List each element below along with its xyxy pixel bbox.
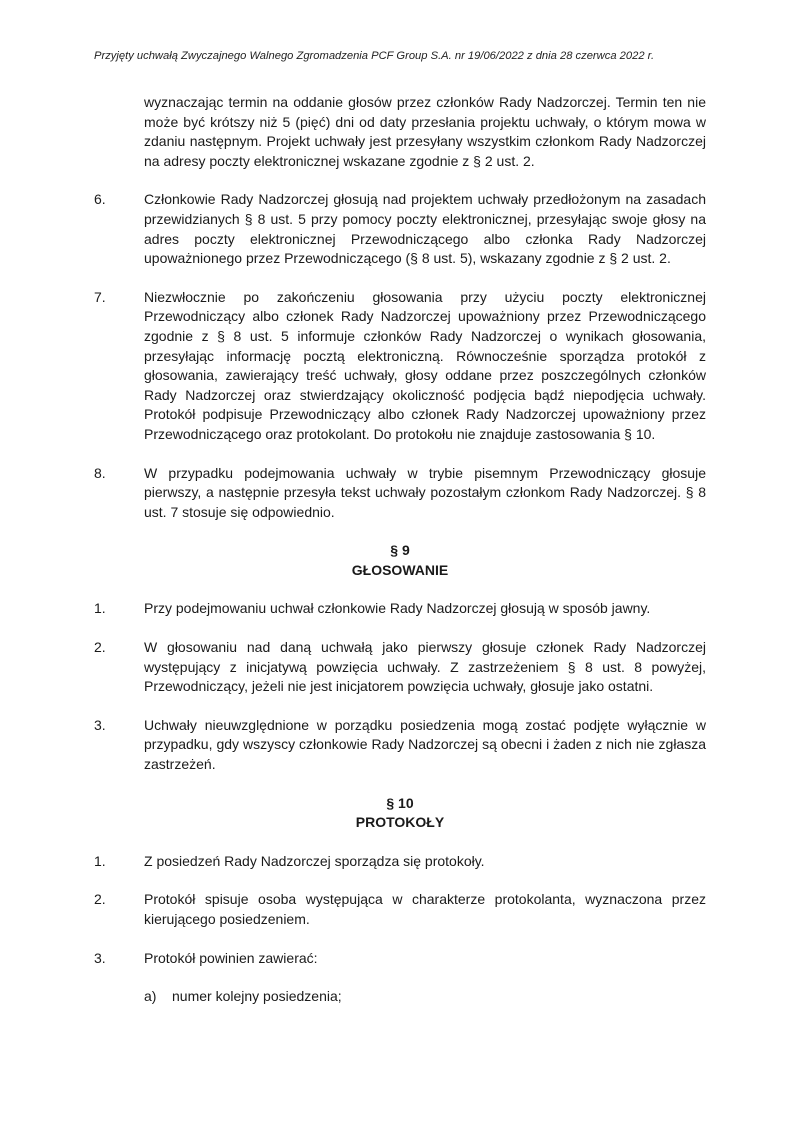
sub-item-text: numer kolejny posiedzenia; — [172, 988, 342, 1005]
list-item — [94, 638, 706, 697]
list-item — [94, 599, 706, 619]
item-text: Z posiedzeń Rady Nadzorczej sporządza się protokoły. — [144, 852, 485, 869]
sub-list-item — [144, 987, 706, 1007]
item-number: 2. — [94, 891, 106, 908]
list-item — [94, 890, 706, 929]
list-item — [94, 852, 706, 872]
section-number: § 10 — [386, 794, 414, 811]
item-number: 2. — [94, 639, 106, 656]
item-text: W przypadku podejmowania uchwały w trybie pisemnym Przewodniczący głosuje pierwszy, a następnie przesyła tekst uchwały pozostałym członkom Rady Nadzorczej. § 8 ust. 7 stosuje się odpowiednio. — [144, 464, 706, 520]
list-item — [94, 716, 706, 775]
continuation-paragraph: wyznaczając termin na oddanie głosów przez członków Rady Nadzorczej. Termin ten nie może być krótszy niż 5 (pięć) dni od daty przesłania projektu uchwały, o którym mowa w zdaniu następnym. Projekt uchwały jest przesyłany wszystkim członkom Rady Nadzorczej na adresy poczty elektronicznej wskazane zgodnie z § 2 ust. 2. — [144, 94, 706, 169]
item-number: 7. — [94, 288, 106, 305]
item-text: Niezwłocznie po zakończeniu głosowania przy użyciu poczty elektronicznej Przewodniczący albo członek Rady Nadzorczej upoważniony przez Przewodniczącego zgodnie z § 8 ust. 5 informuje członków Rady Nadzorczej o wynikach głosowania, przesyłając informację pocztą elektroniczną. Równocześnie sporządza protokół z głosowania, zawierający treść uchwały, głosy oddane przez poszczególnych członków Rady Nadzorczej oraz stwierdzający okoliczność podjęcia bądź niepodjęcia uchwały. Protokół podpisuje Przewodniczący albo członek Rady Nadzorczej upoważniony przez Przewodniczącego oraz protokolant. Do protokołu nie znajduje zastosowania § 10. — [144, 288, 706, 442]
page-header: Przyjęty uchwałą Zwyczajnego Walnego Zgromadzenia PCF Group S.A. nr 19/06/2022 z dnia 28 czerwca 2022 r. — [94, 50, 655, 62]
item-text: Przy podejmowaniu uchwał członkowie Rady Nadzorczej głosują w sposób jawny. — [144, 600, 651, 617]
item-text: W głosowaniu nad daną uchwałą jako pierwszy głosuje członek Rady Nadzorczej występujący z inicjatywą powzięcia uchwały. Z zastrzeżeniem § 8 ust. 8 powyżej, Przewodniczący, jeżeli nie jest inicjatorem powzięcia uchwały, głosuje jako ostatni. — [144, 639, 706, 695]
item-text: Członkowie Rady Nadzorczej głosują nad projektem uchwały przedłożonym na zasadach przewidzianych § 8 ust. 5 przy pomocy poczty elektronicznej, przesyłając swoje głosy na adres poczty elektronicznej Przewodniczącego albo członka Rady Nadzorczej upoważnionego przez Przewodniczącego (§ 8 ust. 5), wskazany zgodnie z § 2 ust. 2. — [144, 191, 706, 267]
section-title: GŁOSOWANIE — [351, 561, 449, 578]
list-item — [94, 190, 706, 268]
item-number: 3. — [94, 716, 106, 733]
section-title: PROTOKOŁY — [355, 814, 445, 831]
item-number: 1. — [94, 600, 106, 617]
section-number: § 9 — [390, 542, 410, 559]
item-number: 6. — [94, 191, 106, 208]
item-number: 8. — [94, 464, 106, 481]
document-body — [94, 93, 706, 1007]
item-number: 1. — [94, 852, 106, 869]
list-item — [94, 464, 706, 523]
item-number: 3. — [94, 949, 106, 966]
list-item — [94, 288, 706, 445]
item-text: Protokół spisuje osoba występująca w charakterze protokolanta, wyznaczona przez kierującego posiedzeniem. — [144, 891, 706, 927]
list-item — [94, 949, 706, 969]
item-text: Uchwały nieuwzględnione w porządku posiedzenia mogą zostać podjęte wyłącznie w przypadku, gdy wszyscy członkowie Rady Nadzorczej są obecni i żaden z nich nie zgłasza zastrzeżeń. — [144, 716, 706, 773]
sub-item-letter: a) — [144, 988, 157, 1005]
item-text: Protokół powinien zawierać: — [144, 949, 318, 966]
